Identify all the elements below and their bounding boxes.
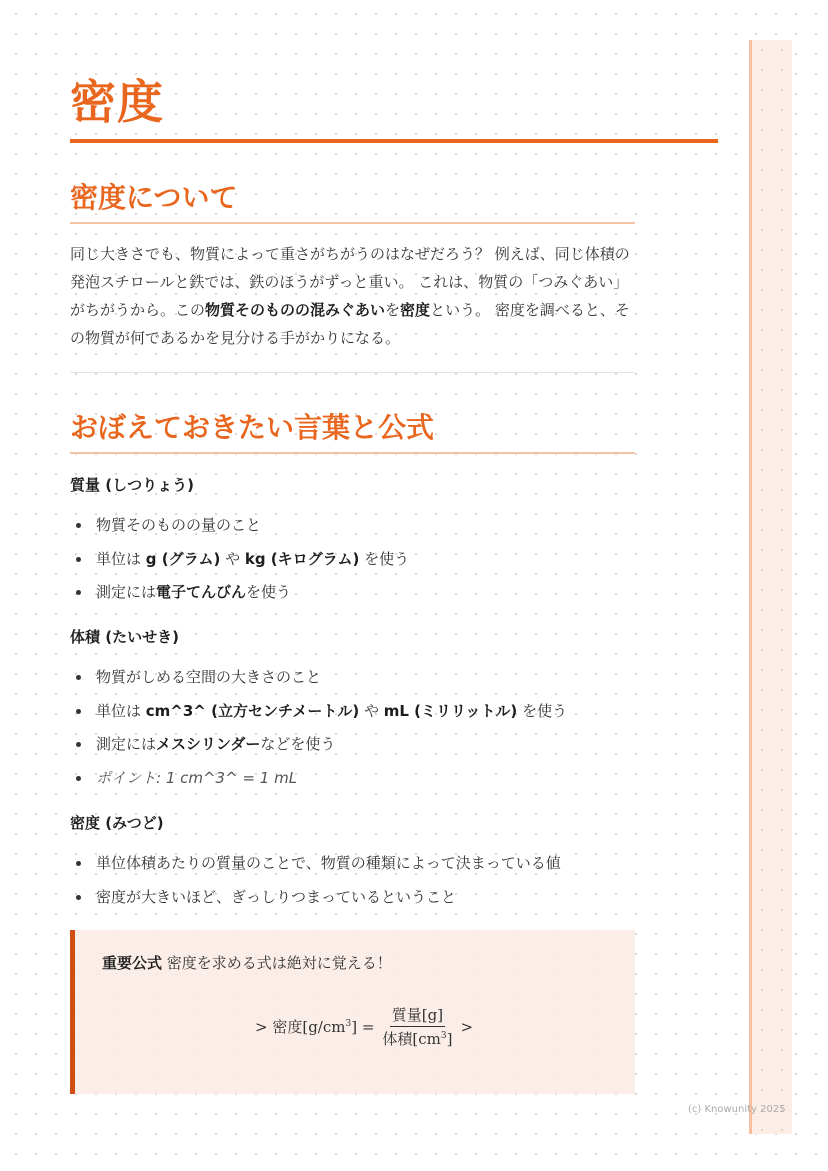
list-item: 測定には電子てんびんを使う <box>76 576 409 610</box>
intro-paragraph: 同じ大きさでも、物質によって重さがちがうのはなぜだろう？ 例えば、同じ体積の発泡スチロールと鉄では、鉄のほうがずっと重い。 これは、物質の「つみぐあい」がちがうから。この物質そのものの混みぐあいを密度という。 密度を調べると、その物質が何であるかを見分ける手がかりになる。 <box>70 245 630 347</box>
important-formula-callout <box>70 930 635 1094</box>
bold-term: 物質そのものの混みぐあい <box>205 301 386 319</box>
section-heading-underline <box>70 452 635 454</box>
volume-list <box>76 661 567 795</box>
list-item: 単位は g (グラム) や kg (キログラム) を使う <box>76 543 409 577</box>
section-heading-underline <box>70 222 635 224</box>
section-heading-about-density: 密度について <box>70 181 238 214</box>
subheading-density: 密度 (みつど) <box>70 814 164 832</box>
list-item: 物質がしめる空間の大きさのこと <box>76 661 567 695</box>
formula-denominator: 体積$[cm^3]$ <box>382 1030 453 1048</box>
list-item: 単位体積あたりの質量のことで、物質の種類によって決まっている値 <box>76 847 561 881</box>
page-title: 密度 <box>70 75 164 129</box>
callout-label: 重要公式 <box>102 954 163 972</box>
subheading-mass: 質量 (しつりょう) <box>70 476 194 494</box>
mass-list <box>76 509 409 610</box>
section-heading-terms-and-formulas: おぼえておきたい言葉と公式 <box>70 411 435 444</box>
list-item: 密度が大きいほど、ぎっしりつまっているということ <box>76 881 561 915</box>
section-divider <box>70 372 635 373</box>
formula-numerator: 質量[g] <box>390 1004 445 1027</box>
density-list <box>76 847 561 914</box>
footer-copyright: (c) Knowunity 2025 <box>688 1104 786 1115</box>
bold-term-density: 密度 <box>400 301 431 319</box>
title-underline <box>70 139 718 143</box>
formula-fraction <box>380 1004 454 1049</box>
subheading-volume: 体積 (たいせき) <box>70 628 179 646</box>
callout-header: 重要公式 密度を求める式は絶対に覚える！ <box>102 954 392 972</box>
list-item: 単位は cm^3^ (立方センチメートル) や mL (ミリリットル) を使う <box>76 695 567 729</box>
side-margin-strip <box>749 40 792 1134</box>
density-formula <box>255 1004 473 1049</box>
formula-lhs: > 密度$[g/cm^3]$ = <box>255 1018 375 1036</box>
list-item: 物質そのものの量のこと <box>76 509 409 543</box>
list-item: 測定にはメスシリンダーなどを使う <box>76 728 567 762</box>
formula-suffix: > <box>460 1017 474 1036</box>
list-item-point: ポイント: 1 cm^3^ = 1 mL <box>76 762 567 796</box>
